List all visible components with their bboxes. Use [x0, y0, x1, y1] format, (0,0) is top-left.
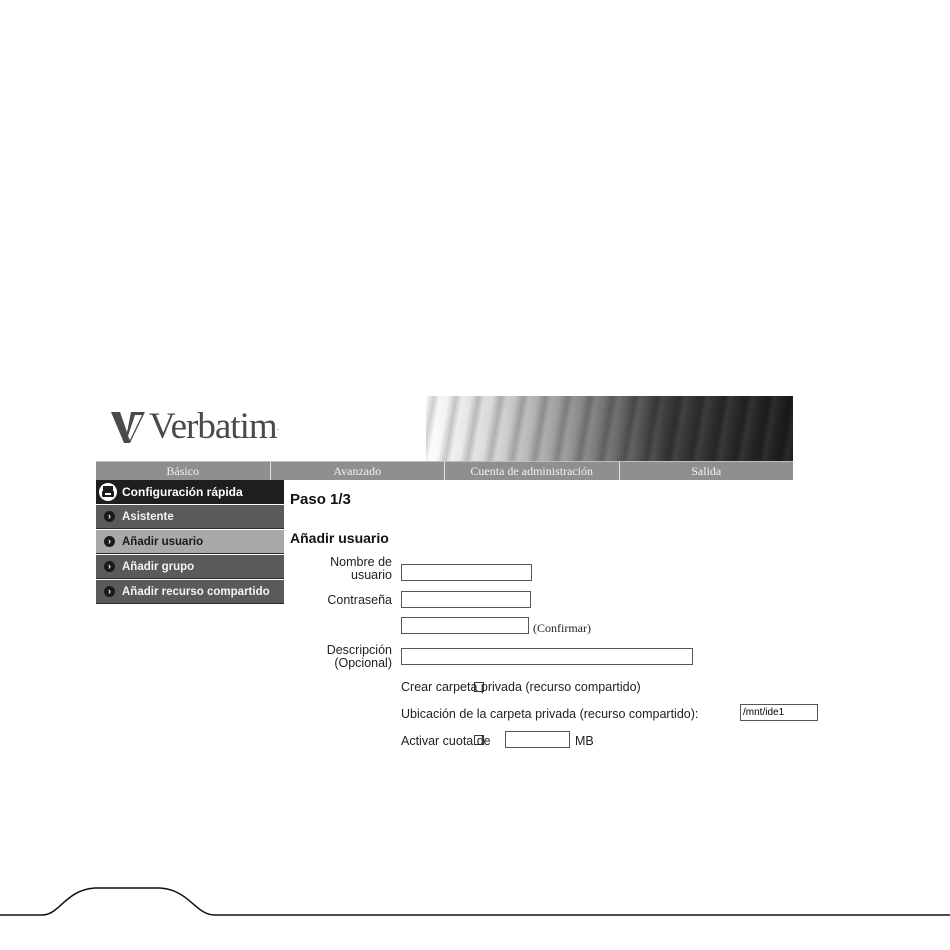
username-label-line1: Nombre de — [330, 555, 392, 569]
sidebar-header — [96, 480, 284, 504]
confirm-label: (Confirmar) — [533, 621, 591, 635]
sidebar-item-label: Añadir usuario — [122, 535, 204, 548]
private-folder-location-input[interactable] — [740, 704, 818, 721]
tab-cuenta-administracion[interactable]: Cuenta de administración — [445, 461, 620, 480]
chevron-right-icon: › — [104, 536, 115, 547]
description-label-line1: Descripción — [326, 643, 392, 657]
logo-text: Verbatim — [149, 406, 277, 447]
chevron-right-icon: › — [104, 586, 115, 597]
password-input[interactable] — [401, 591, 531, 608]
sidebar-item-anadir-recurso-compartido[interactable] — [96, 580, 284, 604]
sidebar-item-anadir-usuario[interactable] — [96, 530, 284, 554]
top-navigation — [96, 461, 793, 480]
username-label — [300, 556, 392, 582]
verbatim-logo — [111, 406, 280, 447]
banner-decoration — [426, 396, 793, 461]
logo-registered-mark: . — [276, 422, 280, 432]
sidebar-item-label: Añadir recurso compartido — [122, 585, 270, 598]
username-input[interactable] — [401, 564, 532, 581]
step-indicator: Paso 1/3 — [290, 491, 351, 508]
private-folder-label: Crear carpeta privada (recurso compartido) — [401, 680, 641, 694]
quota-input[interactable] — [505, 731, 570, 748]
password-label: Contraseña — [327, 593, 392, 607]
tab-salida[interactable]: Salida — [620, 461, 794, 480]
page-footer-line — [0, 880, 950, 940]
confirm-password-input[interactable] — [401, 617, 529, 634]
quick-setup-icon — [99, 483, 117, 501]
sidebar-item-label: Asistente — [122, 510, 174, 523]
description-label — [300, 644, 392, 670]
header-banner — [96, 396, 793, 461]
description-label-line2: (Opcional) — [334, 656, 392, 670]
description-input[interactable] — [401, 648, 693, 665]
chevron-right-icon: › — [104, 511, 115, 522]
sidebar — [96, 480, 284, 604]
tab-basico[interactable]: Básico — [96, 461, 271, 480]
sidebar-item-asistente[interactable] — [96, 505, 284, 529]
chevron-right-icon: › — [104, 561, 115, 572]
quota-label: Activar cuota de — [401, 734, 491, 748]
sidebar-item-anadir-grupo[interactable] — [96, 555, 284, 579]
username-label-line2: usuario — [351, 568, 392, 582]
quota-unit: MB — [575, 734, 594, 748]
sidebar-header-label: Configuración rápida — [122, 485, 243, 499]
sidebar-item-label: Añadir grupo — [122, 560, 195, 573]
private-folder-location-label: Ubicación de la carpeta privada (recurso compartido): — [401, 707, 699, 721]
verbatim-logo-icon — [111, 410, 147, 444]
tab-avanzado[interactable]: Avanzado — [271, 461, 446, 480]
section-title: Añadir usuario — [290, 530, 389, 546]
